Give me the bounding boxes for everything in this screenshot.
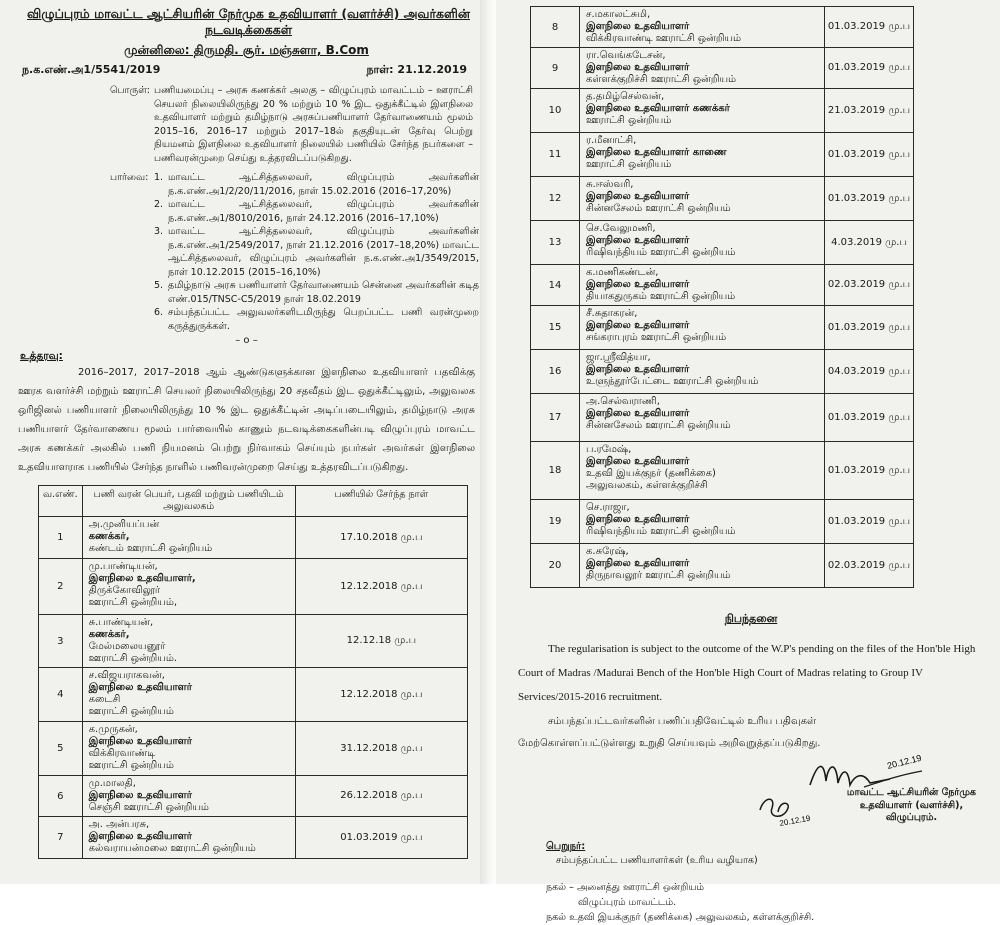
subject-block (14, 84, 479, 165)
condition-text-tamil-1: சம்பந்தப்பட்டவர்களின் பணிப்பதிவேட்டில் உரிய பதிவுகள் (548, 716, 816, 727)
document-heading: விழுப்புரம் மாவட்ட ஆட்சியரின் நேர்முக உதவியாளர் (வளர்ச்சி) அவர்களின் நடவடிக்கைகள் (27, 6, 470, 37)
table-row: 1 அ.முனியப்பன் கணக்கர், கண்டம் ஊராட்சி ஒன்றியம் 17.10.2018 மு.ப (39, 517, 468, 559)
col-header-serial: வ.எண். (39, 486, 83, 517)
reference-item: 2. மாவட்ட ஆட்சித்தலைவர், விழுப்புரம் அவர்களின் ந.க.எண்.அ1/8010/2016, நாள் 24.12.2016 (2016–17,10%) (154, 199, 479, 224)
table-row: 14 க.மணிகண்டன், இளநிலை உதவியாளர் தியாகதுருகம் ஊராட்சி ஒன்றியம் 02.03.2019 மு.ப (531, 265, 914, 306)
copy-line: நகல் – அனைத்து ஊராட்சி ஒன்றியம் (546, 882, 705, 893)
table-row: 4 ச.விஜயராகவன், இளநிலை உதவியாளர் கடைசி ஊராட்சி ஒன்றியம் 12.12.2018 மு.ப (39, 668, 468, 722)
table-header-row (39, 486, 468, 517)
presiding-officer: முன்னிலை: திருமதி. சூர். மஞ்சுளா, B.Com (124, 43, 369, 57)
regularisation-table-part2 (530, 6, 914, 588)
table-row: 16 ஜா.ஸ்ரீவித்யா, இளநிலை உதவியாளர் உளுந்தூர்பேட்டை ஊராட்சி ஒன்றியம் 04.03.2019 மு.ப (531, 350, 914, 394)
table-row: 9 ரா.வெங்கடேசன், இளநிலை உதவியாளர் கள்ளக்குறிச்சி ஊராட்சி ஒன்றியம் 01.03.2019 மு.ப (531, 48, 914, 89)
table-row: 5 க.முருகன், இளநிலை உதவியாளர் விக்கிரவாண்டி ஊராட்சி ஒன்றியம் 31.12.2018 மு.ப (39, 722, 468, 776)
recipients-label: பெறுநர்: (546, 841, 586, 852)
svg-text:20.12.19: 20.12.19 (886, 752, 923, 771)
condition-heading: நிபந்தனை (724, 612, 778, 625)
reference-date: நாள்: 21.12.2019 (366, 63, 467, 76)
table-row: 11 ர.மீனாட்சி, இளநிலை உதவியாளர் காணை ஊராட்சி ஒன்றியம் 01.03.2019 மு.ப (531, 133, 914, 177)
copy-line: விழுப்புரம் மாவட்டம். (578, 897, 677, 908)
table-row: 15 சீ.சுதாகரன், இளநிலை உதவியாளர் சங்கராபுரம் ஊராட்சி ஒன்றியம் 01.03.2019 மு.ப (531, 306, 914, 350)
svg-text:20.12.19: 20.12.19 (778, 813, 812, 828)
reference-item: 3. மாவட்ட ஆட்சித்தலைவர், விழுப்புரம் அவர்களின் ந.க.எண்.அ1/2549/2017, நாள் 21.12.2016 (2017–18,20%) மாவட்ட ஆட்சித்தலைவர், விழுப்புரம் அவர்களின் ந.க.எண்.அ1/3549/2015, நாள் 10.12.2015 (2015–16,10%) (154, 226, 479, 278)
table-row: 10 த.தமிழ்செல்வன், இளநிலை உதவியாளர் கணக்கர் ஊராட்சி ஒன்றியம் 21.03.2019 மு.ப (531, 89, 914, 133)
subject-label: பொருள்: (110, 85, 151, 96)
regularisation-table-part1 (38, 485, 468, 859)
table-row: 12 சு.ஈஸ்வரி, இளநிலை உதவியாளர் சின்னசேலம் ஊராட்சி ஒன்றியம் 01.03.2019 மு.ப (531, 177, 914, 221)
col-header-name: பணி வரன் பெயர், பதவி மற்றும் பணியிடம் அலுவலகம் (82, 486, 295, 517)
order-text: 2016–2017, 2017–2018 ஆம் ஆண்டுகளுக்கான இளநிலை உதவியாளர் பதவிக்கு ஊரக வளர்ச்சி மற்றும் ஊராட்சி செயலர் நிலையிலிருந்து 20 சதவீதம் இட ஒதுக்கீட்டிலும், அலுவலக ஒரிஜினல் பணியாளர் நிலையிலிருந்து 10 % இட ஒதுக்கீட்டின் அடிப்படையிலும், தமிழ்நாடு அரசு பணியாளர் தேர்வாணைய மூலம் பார்வையில் காணும் நடவடிக்கைகளின்படி விழுப்புரம் மாவட்ட அரசு கணக்கர் அலகில் பணி நியமனம் பெற்று நிர்வாகம் செய்யும் நபர்கள் அவர்கள் இளநிலை உதவியாளராக பணியில் சேர்ந்த நாளில் பணிவரன்முறை செய்து உத்தரவிடப்படுகிறது. (18, 367, 475, 473)
table-row: 17 அ.செல்வராணி, இளநிலை உதவியாளர் சின்னசேலம் ஊராட்சி ஒன்றியம் 01.03.2019 மு.ப (531, 394, 914, 442)
table-row: 19 செ.ராஜா, இளநிலை உதவியாளர் ரிஷிவந்தியம் ஊராட்சி ஒன்றியம் 01.03.2019 மு.ப (531, 500, 914, 544)
section-divider: – o – (235, 335, 258, 346)
references-block (14, 171, 479, 333)
copy-line: நகல் உதவி இயக்குநர் (தணிக்கை) அலுவலகம், கள்ளக்குறிச்சி. (546, 912, 815, 923)
subject-text: பணியமைப்பு – அரசு கணக்கர் அலகு – விழுப்புரம் மாவட்டம் – ஊராட்சி செயலர் நிலையிலிருந்து 20 % மற்றும் 10 % இட ஒதுக்கீட்டில் இளநிலை உதவியாளர் மற்றும் தமிழ்நாடு அரசுப்பணியாளர் தேர்வாணையம் மூலம் 2015–16, 2016–17 மற்றும் 2017–18ல் தகுதியுடன் தேர்வு பெற்று நியமனம் இளநிலை உதவியாளர் நிலையில் பணியில் சேர்ந்த நபர்களை – பணிவரன்முறை செய்து உத்தரவிடப்படுகிறது. (154, 85, 473, 164)
reference-item: 1. மாவட்ட ஆட்சித்தலைவர், விழுப்புரம் அவர்களின் ந.க.எண்.அ1/2/20/11/2016, நாள் 15.02.2016 (2016–17,20%) (154, 172, 479, 197)
table-row: 2 மு.பாண்டியன், இளநிலை உதவியாளர், திருக்கோவிலூர் ஊராட்சி ஒன்றியம், 12.12.2018 மு.ப (39, 559, 468, 615)
references-label: பார்வை: (110, 172, 149, 183)
reference-item: 5. தமிழ்நாடு அரசு பணியாளர் தேர்வாணையம் சென்னை அவர்களின் கடித எண்.015/TNSC-C5/2019 நாள் 18.02.2019 (154, 280, 479, 305)
order-label: உத்தரவு: (20, 350, 63, 362)
reference-line (22, 63, 467, 78)
table-row: 3 சு.பாண்டியன், கணக்கர், மேல்மலையனூர் ஊராட்சி ஒன்றியம். 12.12.18 மு.ப (39, 615, 468, 668)
initials-scribble-icon (754, 790, 814, 830)
reference-number: ந.க.எண்.அ1/5541/2019 (22, 63, 161, 76)
table-row: 6 மு.மாலதி, இளநிலை உதவியாளர் செஞ்சி ஊராட்சி ஒன்றியம் 26.12.2018 மு.ப (39, 776, 468, 817)
recipient-line: சம்பந்தப்பட்ட பணியாளர்கள் (உரிய வழியாக) (556, 855, 758, 866)
col-header-date: பணியில் சேர்ந்த நாள் (295, 486, 467, 517)
right-document-page (496, 0, 1000, 923)
table-row: 13 செ.வேலுமணி, இளநிலை உதவியாளர் ரிஷிவந்தியம் ஊராட்சி ஒன்றியம் 4.03.2019 மு.ப (531, 221, 914, 265)
reference-item: 6. சம்பந்தப்பட்ட அலுவலர்களிடமிருந்து பெறப்பட்ட பணி வரன்முறை கருத்துருக்கள். (154, 307, 479, 332)
table-row: 20 க.சுரேஷ், இளநிலை உதவியாளர் திருநாவலூர் ஊராட்சி ஒன்றியம் 02.03.2019 மு.ப (531, 544, 914, 588)
references-list (154, 171, 479, 333)
condition-text-english: The regularisation is subject to the outcome of the W.P's pending on the files of the Hon'ble High Court of Madras /Madurai Bench of the Hon'ble High Court of Madras relating to Group IV Services/2015-2016 recruitment. (518, 643, 976, 703)
signature-block (518, 752, 984, 835)
table-row: 8 ச.மகாலட்சுமி, இளநிலை உதவியாளர் விக்கிரவாண்டி ஊராட்சி ஒன்றியம் 01.03.2019 மு.ப (531, 7, 914, 48)
table-row: 7 அ. அன்பரசு, இளநிலை உதவியாளர் கல்வராயன்மலை ஊராட்சி ஒன்றியம் 01.03.2019 மு.ப (39, 817, 468, 859)
condition-text-tamil-2: மேற்கொள்ளப்பட்டுள்ளது உறுதி செய்யவும் அறிவுறுத்தப்படுகிறது. (518, 738, 821, 749)
signatory-designation: மாவட்ட ஆட்சியரின் நேர்முக உதவியாளர் (வளர்ச்சி), விழுப்புரம். (846, 787, 976, 823)
left-document-page (0, 0, 490, 884)
table-row: 18 ப.ரமேஷ், இளநிலை உதவியாளர் உதவி இயக்குநர் (தணிக்கை) அலுவலகம், கள்ளக்குறிச்சி 01.03.2019 மு.ப (531, 442, 914, 500)
